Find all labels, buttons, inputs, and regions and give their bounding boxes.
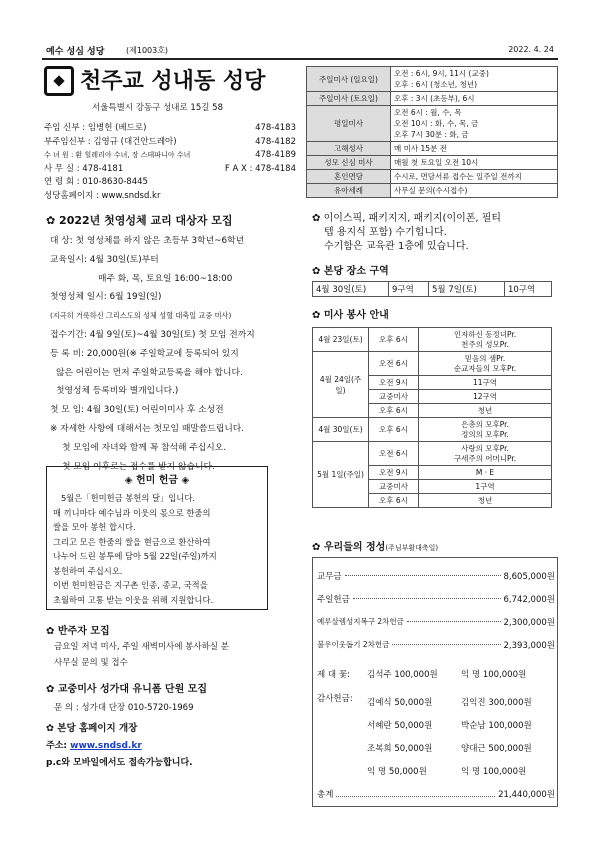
mass-service-time: 오전 9시 [369, 376, 419, 390]
donation-title: ◈ 헌미 헌금 ◈ [124, 475, 190, 486]
mass-service-time: 오후 6시 [369, 328, 419, 352]
offering-amount: 6,742,000원 [503, 594, 555, 605]
tickets-line: 이이스픽, 패키지지, 패키지(이이폰, 필티 [323, 213, 502, 224]
mass-service-time: 오전 6시 [369, 352, 419, 376]
mass-service-date: 4월 30일(토) [313, 418, 369, 442]
bulletin-title: 예수 성심 성당 [46, 47, 105, 57]
schedule-label: 혼인면담 [307, 170, 391, 184]
flower-icon: ✿ [312, 213, 324, 224]
zone-name: 9구역 [389, 282, 429, 297]
schedule-label: 평일미사 [307, 106, 391, 142]
dotted-leader [392, 644, 500, 645]
zones-table [312, 281, 552, 297]
schedule-row [307, 184, 558, 198]
offering-label: 교무금 [317, 571, 342, 582]
communion-line: 않은 어린이는 먼저 주일학교등록을 해야 합니다. [56, 367, 243, 378]
schedule-value: 오후 : 3시 (초등부), 6시 [391, 92, 558, 106]
mass-service-group: 은총의 모후Pr. 정의의 모후Pr. [419, 418, 552, 442]
donation-line: 5월은「헌미헌금 봉헌의 달」입니다. [61, 493, 195, 503]
dotted-leader [345, 575, 501, 576]
flower-icon: ✿ [46, 684, 58, 695]
zone-date: 4월 30일(토) [313, 282, 389, 297]
dotted-leader [407, 621, 501, 622]
schedule-row [307, 106, 558, 142]
church-logo-icon [44, 66, 74, 96]
mass-service-row [313, 418, 552, 442]
mass-service-group: 12구역 [419, 390, 552, 404]
choir-section [46, 680, 306, 716]
offering-amount: 8,605,000원 [503, 571, 555, 582]
schedule-row [307, 170, 558, 184]
communion-line: 교육일시: 4월 30일(토)부터 [50, 254, 159, 265]
offerings-box [312, 557, 558, 807]
communion-body [42, 232, 306, 476]
offering-row [317, 633, 555, 656]
homepage-title: 본당 홈페이지 개장 [57, 723, 138, 734]
mass-service-date: 4월 24일(주일) [313, 352, 369, 418]
offering-label: 주일헌금 [317, 594, 350, 605]
flower-icon: ✿ [312, 310, 324, 321]
offering-row [317, 587, 555, 610]
communion-section [42, 210, 306, 472]
volunteer-line: 금요일 저녁 미사, 주일 새벽미사에 봉사하실 분 [54, 642, 229, 652]
tickets-line: 수기함은 교육관 1층에 있습니다. [324, 241, 469, 252]
donation-line: 그리고 모은 한줌의 쌀을 현금으로 환산하여 [53, 536, 211, 547]
schedule-value: 매월 첫 토요일 오전 10시 [391, 156, 558, 170]
tickets-section [312, 212, 558, 256]
zone-date: 5월 7일(토) [429, 282, 505, 297]
thanks-gift: 양대근 500,000원 [461, 744, 532, 754]
communion-line: (지극히 거룩하신 그리스도의 성체 성혈 대축일 교중 미사) [50, 311, 232, 321]
offering-label: 예루살렘성지복구 2차헌금 [317, 617, 404, 626]
phone-assistant: 478-4182 [255, 136, 296, 147]
schedule-value: 오전 6시 : 월, 수, 목 오전 10시 : 화, 수, 목, 금 오후 7시 30분 : 화, 금 [391, 106, 558, 142]
volunteer-title: 반주자 모집 [57, 626, 110, 637]
flower-icon: ✿ [46, 214, 60, 227]
total-amount: 21,440,000원 [498, 790, 555, 800]
communion-line: 등 록 비: 20,000원(※ 주일학교에 등록되어 있지 [50, 348, 239, 359]
communion-line: 접수기간: 4월 9일(토)~4월 30일(토) 첫 모임 전까지 [50, 329, 255, 340]
thanks-gift: 김익진 300,000원 [461, 698, 532, 708]
donation-line: 나누어 드린 봉투에 담아 5월 22일(주일)까지 [53, 551, 217, 561]
zones-section [312, 262, 558, 297]
thanks-row [367, 761, 557, 784]
donation-line: 쌀을 모아 봉헌 합시다. [53, 522, 136, 532]
mass-service-time: 오후 6시 [369, 404, 419, 418]
schedule-row [307, 67, 558, 92]
mass-service-date: 4월 23일(토) [313, 328, 369, 352]
contact-office: 사 무 실 : 478-4181 [44, 163, 124, 174]
offering-row [317, 610, 555, 633]
mass-service-group: 청년 [419, 494, 552, 508]
communion-title [46, 212, 233, 228]
fax: F A X : 478-4184 [224, 163, 296, 174]
mass-service-group: 11구역 [419, 376, 552, 390]
schedule-label: 주일미사 (토요일) [307, 92, 391, 106]
offering-label: 불우이웃돕기 2차헌금 [317, 640, 390, 649]
top-bar [42, 40, 558, 60]
communion-line: 매주 화, 목, 토요일 16:00~18:00 [98, 273, 233, 284]
flower-icon: ✿ [312, 542, 324, 553]
communion-title-text: 2022년 첫영성체 교리 대상자 모집 [59, 214, 233, 227]
schedule-row [307, 92, 558, 106]
homepage-note: p.c와 모바일에서도 접속가능합니다. [46, 758, 193, 768]
thanks-gift: 김예식 50,000원 [367, 698, 433, 708]
schedule-value: 매 미사 15분 전 [391, 142, 558, 156]
mass-service-time: 오전 6시 [369, 442, 419, 466]
schedule-value: 오전 : 6시, 9시, 11시 (교중) 오후 : 6시 (청소년, 청년) [391, 67, 558, 92]
mass-service-row [313, 352, 552, 376]
communion-line: 대 상: 첫 영성체를 하지 않은 초등부 3학년~6학년 [50, 236, 245, 246]
communion-line: 첫영성체 일시: 6월 19일(일) [50, 292, 162, 303]
issue-number: (제1003호) [126, 46, 169, 55]
contact-pastor: 주임 신부 : 임병헌 (베드로) [44, 123, 147, 133]
mass-service-group: 1구역 [419, 480, 552, 494]
thanks-gift: 익 명 50,000원 [367, 767, 427, 777]
mass-service-group: 청년 [419, 404, 552, 418]
thanks-row [367, 715, 557, 738]
choir-title: 교중미사 성가대 유니폼 단원 모집 [57, 684, 208, 695]
flower-icon: ✿ [46, 723, 58, 734]
schedule-label: 주일미사 (일요일) [307, 67, 391, 92]
mass-service-group: 인자하신 동정녀Pr. 천주의 성모Pr. [419, 328, 552, 352]
mass-service-row [313, 442, 552, 466]
tickets-line: 텝 용지식 포함) 수기힙니다. [324, 227, 447, 238]
donation-body [53, 491, 267, 607]
mass-service-group: 사랑의 모후Pr. 구세주의 어머니Pr. [419, 442, 552, 466]
mass-service-group: M · E [419, 466, 552, 480]
schedule-label: 유아세례 [307, 184, 391, 198]
thanks-row [367, 738, 557, 761]
church-address: 서울특별시 강동구 성내로 15길 58 [92, 103, 223, 113]
volunteer-line: 사무실 문의 및 접수 [54, 658, 128, 668]
total-row [317, 788, 555, 800]
mass-service-group: 믿음의 샘Pr. 순교자들의 모후Pr. [419, 352, 552, 376]
thanks-gift: 익 명 100,000원 [461, 767, 527, 777]
phone-convent: 478-4189 [255, 150, 296, 160]
thanks-gift: 서혜란 50,000원 [367, 721, 433, 731]
flowers-gift: 김석주 100,000원 [367, 670, 438, 680]
flower-icon: ✿ [312, 266, 324, 277]
flowers-label: 제 대 꽃: [317, 670, 350, 680]
homepage-link[interactable]: www.sndsd.kr [70, 741, 142, 751]
thanks-gift: 박순남 100,000원 [461, 721, 532, 731]
thanks-row [367, 692, 557, 715]
schedule-value: 사무실 문의(수시접수) [391, 184, 558, 198]
donation-line: 이번 헌미헌금은 지구촌 인종, 종교, 국적을 [53, 580, 208, 590]
flower-icon: ✿ [46, 626, 58, 637]
volunteer-section [46, 622, 306, 676]
schedule-row [307, 156, 558, 170]
communion-line: 첫 모 임: 4월 30일(토) 어린이미사 후 소성전 [50, 405, 224, 416]
communion-line: 첫 모임에 자녀와 함께 꼭 참석해 주십시오. [62, 442, 227, 453]
contact-convent: 수 녀 원 : 환 힐레리아 수녀, 장 스테파니아 수녀 [44, 151, 191, 159]
dotted-leader [353, 598, 501, 599]
donation-line: 초월하여 고통 받는 이웃을 위해 지원합니다. [53, 594, 214, 605]
offering-amount: 2,393,000원 [503, 640, 555, 651]
mass-service-time: 교중미사 [369, 480, 419, 494]
communion-line: ※ 자세한 사항에 대해서는 첫모임 때말씀드립니다. [50, 423, 245, 434]
schedule-label: 고해성사 [307, 142, 391, 156]
total-label: 총계 [317, 790, 334, 800]
zone-name: 10구역 [505, 282, 552, 297]
homepage-label: 주소: [46, 741, 71, 751]
mass-service-time: 교중미사 [369, 390, 419, 404]
contact-homepage: 성당홈페이지 : www.sndsd.kr [44, 190, 161, 201]
mass-service-table [312, 327, 552, 508]
offering-amount: 2,300,000원 [503, 617, 555, 628]
contact-funeral: 연 령 회 : 010-8630-8445 [44, 177, 148, 187]
mass-service-title: 미사 봉사 안내 [323, 310, 389, 321]
mass-service-time: 오후 6시 [369, 494, 419, 508]
mass-service-row [313, 328, 552, 352]
mass-service-section [312, 306, 558, 508]
contact-assistant: 부주임신부 : 김영규 (대건안드레아) [44, 136, 177, 147]
donation-line: 매 끼니마다 예수님과 이웃의 몫으로 한줌의 [53, 507, 211, 518]
flowers-gift: 익 명 100,000원 [461, 670, 527, 680]
thanks-label: 감사헌금: [317, 694, 353, 704]
offering-row [317, 564, 555, 587]
schedule-value: 수시로, 면담서류 접수는 일주일 전까지 [391, 170, 558, 184]
church-header [42, 64, 304, 206]
mass-schedule-table [306, 66, 558, 198]
phone-pastor: 478-4183 [255, 123, 296, 133]
donation-line: 봉헌하여 주십시오. [53, 565, 123, 576]
schedule-row [307, 142, 558, 156]
mass-service-time: 오전 9시 [369, 466, 419, 480]
contact-list [44, 122, 296, 203]
schedule-label: 성모 신심 미사 [307, 156, 391, 170]
zones-title: 본당 장소 구역 [323, 266, 389, 277]
donation-box [46, 466, 268, 610]
homepage-section [46, 720, 306, 770]
communion-line: 첫영성체 등록비와 별개입니다.) [56, 386, 179, 397]
offerings-section [312, 538, 558, 807]
church-name: 천주교 성내동 성당 [80, 68, 266, 94]
offerings-title: 우리들의 정성 [323, 542, 386, 553]
offerings-subtitle: (주님부활대축일) [385, 544, 439, 552]
choir-line: 문 의 : 성가대 단장 010-5720-1969 [54, 703, 194, 713]
communion-line: 첫 모임 이후로는 접수를 받지 않습니다. [62, 461, 215, 472]
issue-date: 2022. 4. 24 [508, 45, 554, 54]
thanks-gift: 조복희 50,000원 [367, 744, 433, 754]
mass-service-date: 5월 1일(주일) [313, 442, 369, 508]
mass-service-time: 오후 6시 [369, 418, 419, 442]
